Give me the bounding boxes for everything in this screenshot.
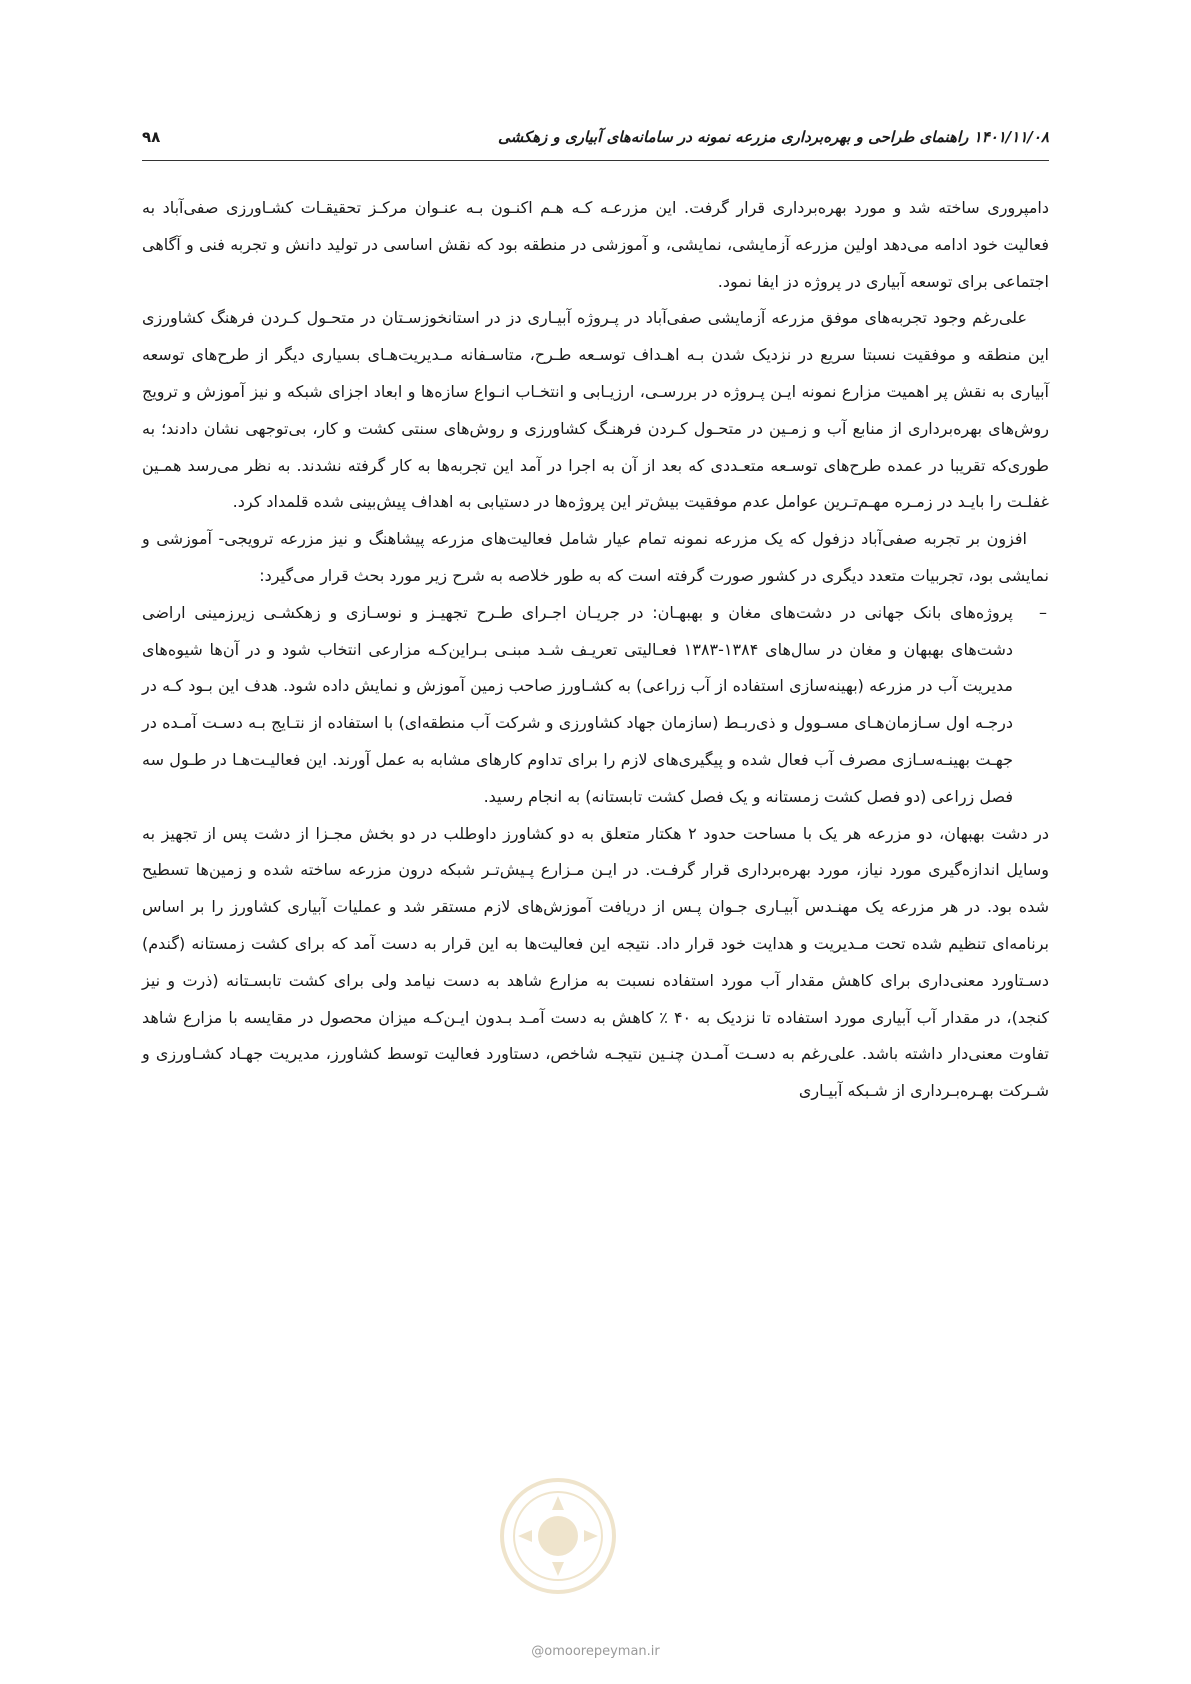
watermark-site: @omoorepeyman.ir bbox=[531, 1644, 660, 1659]
paragraph-2: علی‌رغم وجود تجربه‌های موفق مزرعه آزمایشی صفی‌آباد در پـروژه آبیـاری دز در استانخوزسـتان در متحـول کـردن فرهنگ کشاورزی این منطقه و موفقیت نسبتا سریع در نزدیک شدن بـه اهـداف توسـعه طـرح، متاسـفانه مـدیریت‌هـای بسیاری دیگر از طرح‌های توسعه آبیاری به نقش پر اهمیت مزارع نمونه ایـن پـروژه در بررسـی، ارزیـابی و انتخـاب انـواع سازه‌ها و ابعاد اجزای شبکه و نیز آموزش و ترویج روش‌های بهره‌برداری از منابع آب و زمـین در متحـول کـردن فرهنـگ کشاورزی و روش‌های سنتی کشت و کار، بی‌توجهی نشان دادند؛ به طوری‌که تقریبا در عمده طرح‌های توسـعه متعـددی که بعد از آن به اجرا در آمد این تجربه‌ها به کار گرفته نشدند. به نظر می‌رسد همـین غفلـت را بایـد در زمـره مهـم‌تـرین عوامل عدم موفقیت بیش‌تر این پروژه‌ها در دستیابی به اهداف پیش‌بینی شده قلمداد کرد. bbox=[142, 308, 1049, 512]
paragraph-1: دامپروری ساخته شد و مورد بهره‌برداری قرار گرفت. این مزرعـه کـه هـم اکنـون بـه عنـوان مرکـز تحقیقـات کشـاورزی صفی‌آباد به فعالیت خود ادامه می‌دهد اولین مزرعه آزمایشی، نمایشی، و آموزشی در منطقه بود که نقش اساسی در تولید دانش و تجربه فنی و آگاهی اجتماعی برای توسعه آبیاری در پروژه دز ایفا نمود. bbox=[142, 198, 1049, 291]
running-title: ۱۴۰۱/۱۱/۰۸ راهنمای طراحی و بهره‌برداری مزرعه نمونه در سامانه‌های آبیاری و زهکشی bbox=[497, 128, 1049, 146]
document-body bbox=[142, 190, 1049, 1110]
paragraph-4: در دشت بهبهان، دو مزرعه هر یک با مساحت حدود ۲ هکتار متعلق به دو کشاورز داوطلب در دو بخش مجـزا از دشت پس از تجهیز به وسایل اندازه‌گیری مورد نیاز، مورد بهره‌برداری قرار گرفـت. در ایـن مـزارع پـیش‌تـر شبکه درون مزرعه ساخته شده و زمین‌ها تسطیح شده بود. در هر مزرعه یک مهنـدس آبیـاری جـوان پـس از دریافت آموزش‌های لازم مستقر شد و عملیات آبیاری کشاورز را بر اساس برنامه‌ای تنظیم شده تحت مـدیریت و هدایت خود قرار داد. نتیجه این فعالیت‌ها به این قرار به دست آمد که برای کشت زمستانه (گندم) دسـتاورد معنی‌داری برای کاهش مقدار آب مورد استفاده نسبت به مزارع شاهد به دست نیامد ولی برای کشت تابسـتانه (ذرت و نیز کنجد)، در مقدار آب آبیاری مورد استفاده تا نزدیک به ۴۰ ٪ کاهش به دست آمـد بـدون ایـن‌کـه میزان محصول در مقایسه با مزارع شاهد تفاوت معنی‌دار داشته باشد. علی‌رغم به دسـت آمـدن چنـین نتیجـه شاخص، دستاورد فعالیت توسط کشاورز، مدیریت جهـاد کشـاورزی و شـرکت بهـره‌بـرداری از شـبکه آبیـاری bbox=[142, 823, 1050, 1101]
page-header bbox=[142, 128, 1049, 158]
seal-logo-icon bbox=[498, 1476, 618, 1596]
page-number: ۹۸ bbox=[142, 128, 161, 146]
bullet-dash: – bbox=[1039, 602, 1047, 622]
paragraph-3: افزون بر تجربه صفی‌آباد دزفول که یک مزرعه نمونه تمام عیار شامل فعالیت‌های مزرعه پیشاهنگ و نیز مزرعه ترویجی- آموزشی و نمایشی بود، تجربیات متعدد دیگری در کشور صورت گرفته است که به طور خلاصه به شرح زیر مورد بحث قرار می‌گیرد: bbox=[142, 529, 1049, 585]
bullet-text: پروژه‌های بانک جهانی در دشت‌های مغان و بهبهـان: در جریـان اجـرای طـرح تجهیـز و نوسـازی و زهکشـی زیرزمینی اراضی دشت‌های بهبهان و مغان در سال‌های ۱۳۸۴-۱۳۸۳ فعـالیتی تعریـف شـد مبنـی بـراین‌کـه مزارعی انتخاب شود و در آن‌ها شیوه‌های مدیریت آب در مزرعه (بهینه‌سازی استفاده از آب زراعی) به کشـاورز صاحب زمین آموزش و نمایش داده شود. هدف این بـود کـه در درجـه اول سـازمان‌هـای مسـوول و ذی‌ربـط (سازمان جهاد کشاورزی و شرکت آب منطقه‌ای) با استفاده از نتـایج بـه دسـت آمـده در جهـت بهینـه‌سـازی مصرف آب فعال شده و پیگیری‌های لازم را برای تداوم کارهای مشابه به عمل آورند. این فعالیـت‌هـا در طـول سه فصل زراعی (دو فصل کشت زمستانه و یک فصل کشت تابستانه) به انجام رسید. bbox=[142, 602, 1014, 806]
header-divider bbox=[142, 160, 1049, 161]
bullet-item bbox=[142, 595, 1049, 816]
